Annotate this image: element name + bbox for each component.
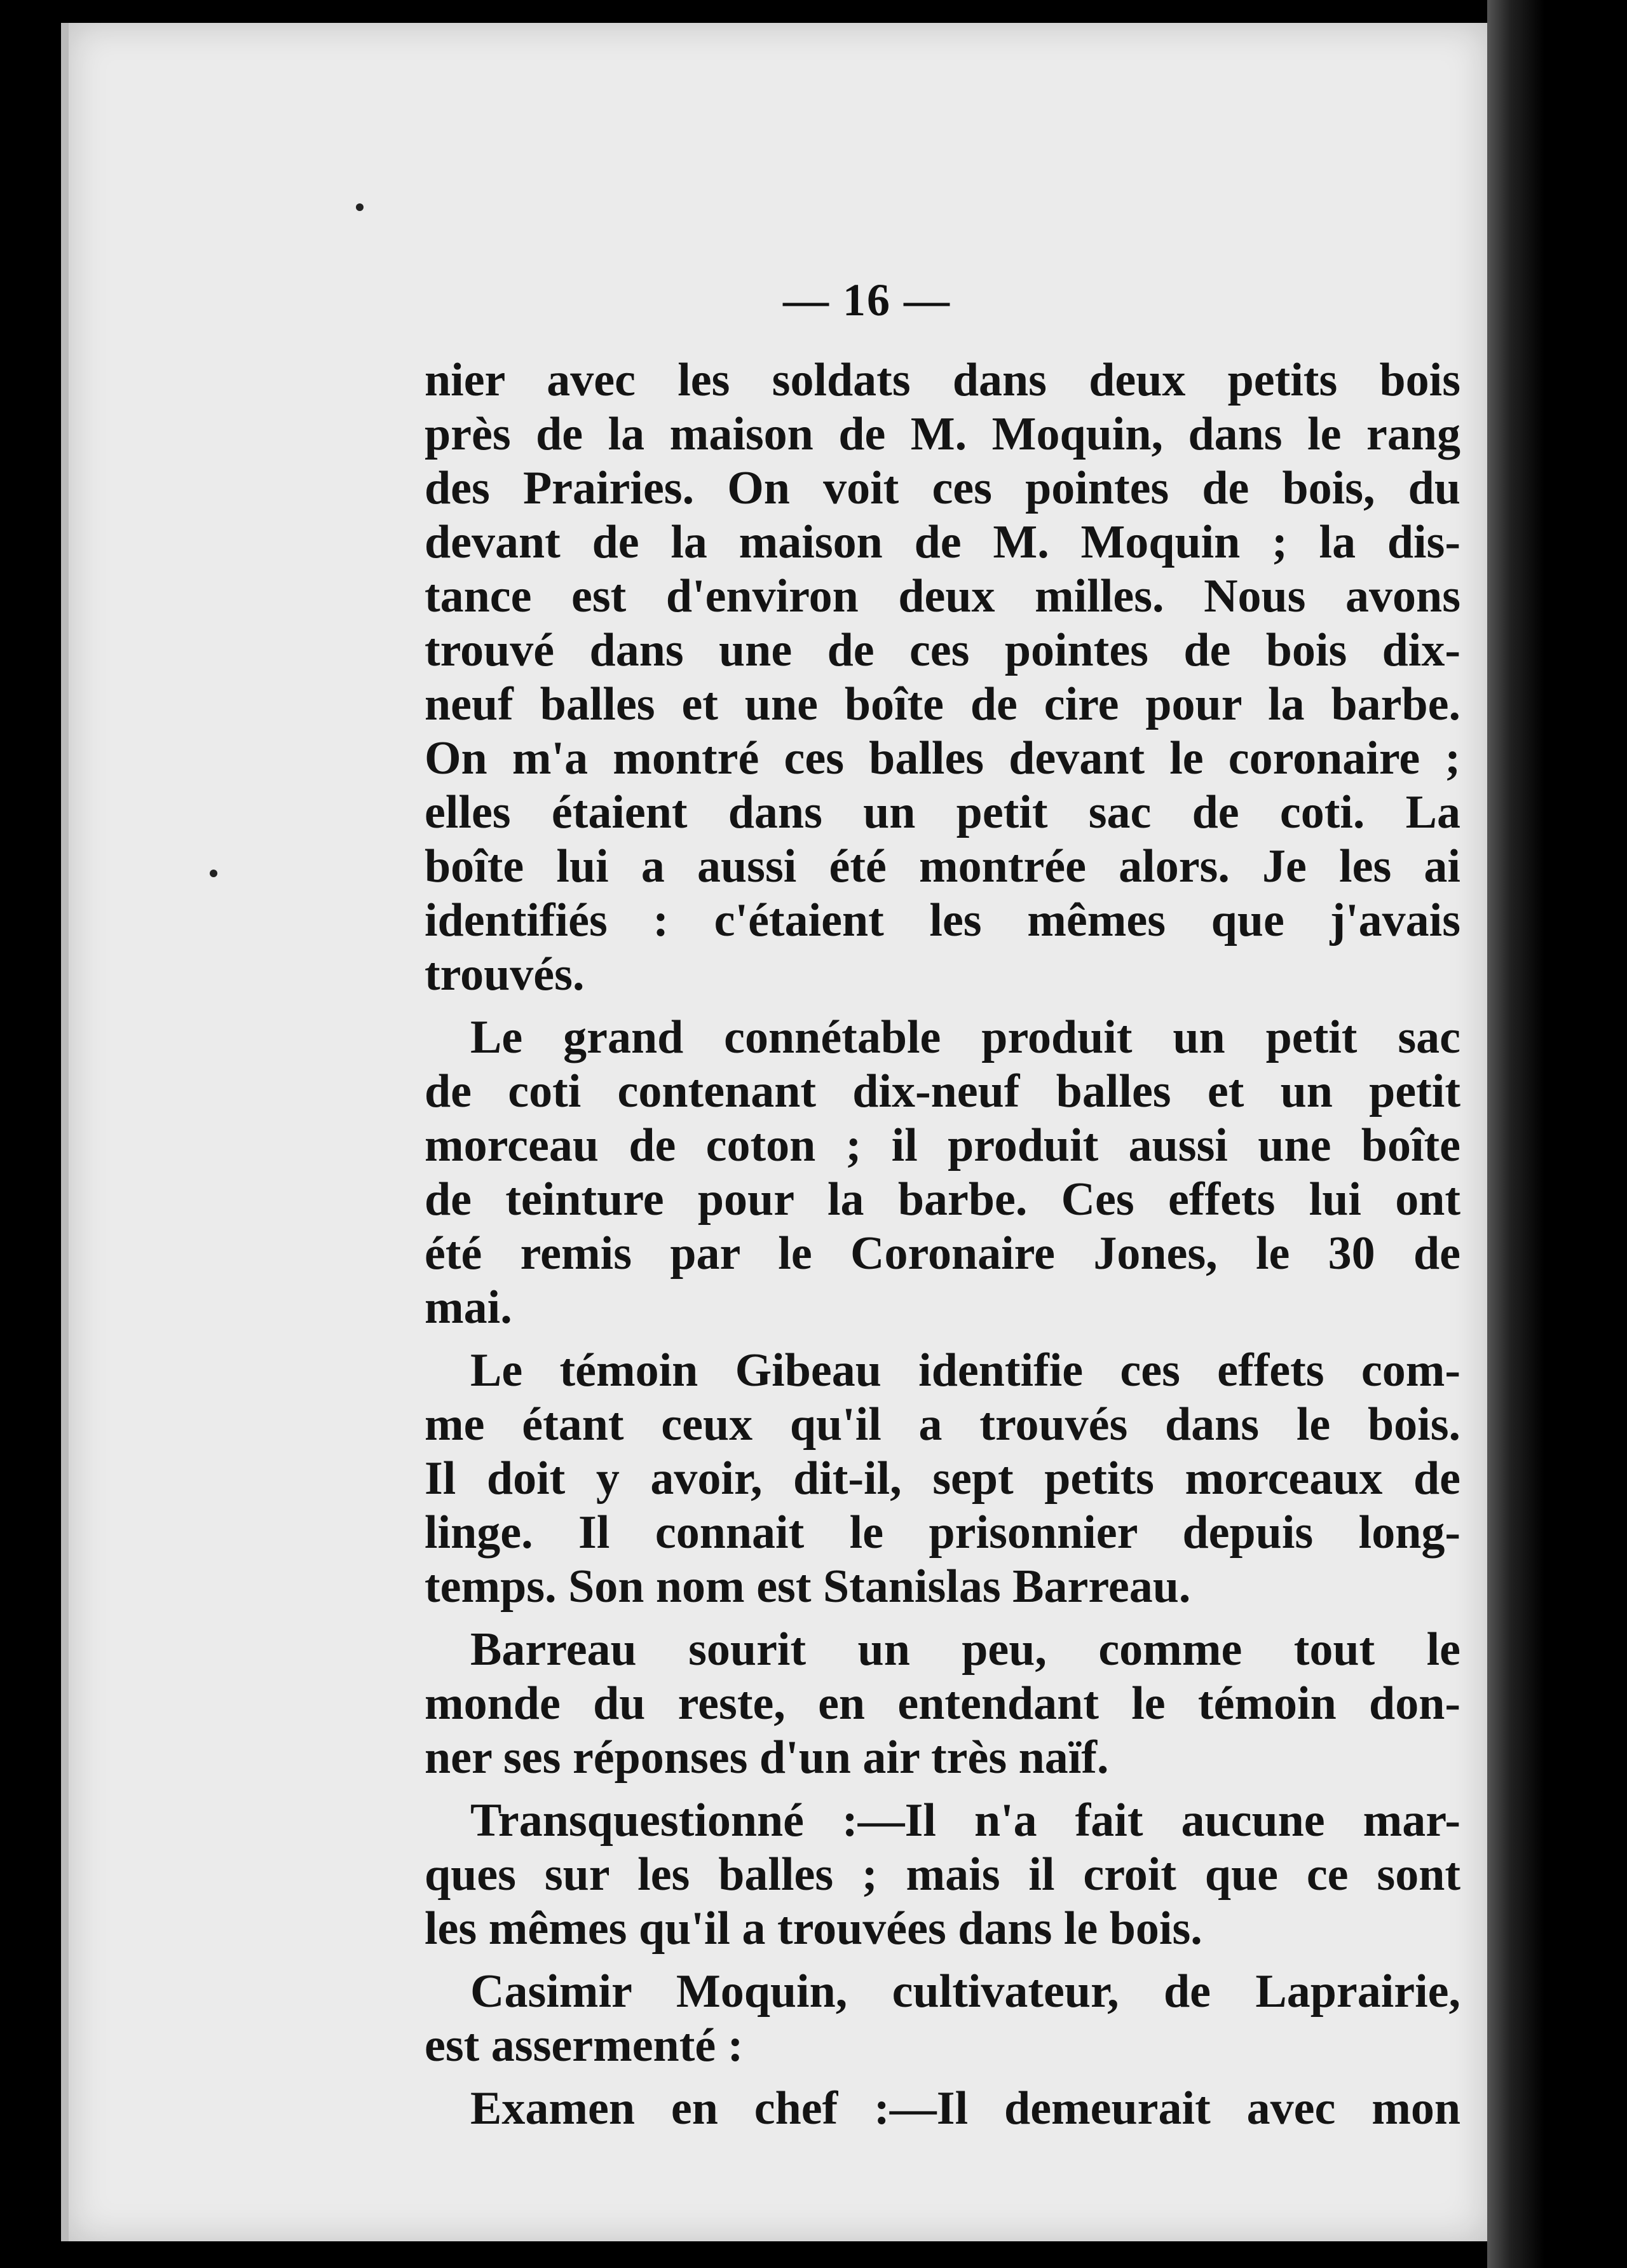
text-line: été remis par le Coronaire Jones, le 30 de — [425, 1227, 1460, 1280]
paragraph-gap — [425, 2073, 1460, 2082]
text-line: morceau de coton ; il produit aussi une boîte — [425, 1119, 1460, 1172]
text-line: identifiés : c'étaient les mêmes que j'avais — [425, 894, 1460, 946]
paragraph-gap — [425, 1614, 1460, 1623]
text-line: Transquestionné :—Il n'a fait aucune mar- — [470, 1794, 1460, 1847]
text-line: Barreau sourit un peu, comme tout le — [470, 1623, 1460, 1676]
text-line: monde du reste, en entendant le témoin don- — [425, 1677, 1460, 1730]
paragraph-gap — [425, 1002, 1460, 1011]
text-line: mai. — [425, 1281, 512, 1334]
text-line: elles étaient dans un petit sac de coti. La — [425, 786, 1460, 838]
text-line: près de la maison de M. Moquin, dans le rang — [425, 408, 1460, 460]
text-line: boîte lui a aussi été montrée alors. Je les ai — [425, 840, 1460, 892]
text-line: trouvé dans une de ces pointes de bois dix- — [425, 624, 1460, 676]
text-line: ner ses réponses d'un air très naïf. — [425, 1732, 1109, 1784]
text-line: Examen en chef :—Il demeurait avec mon — [470, 2082, 1460, 2135]
text-line: trouvés. — [425, 948, 585, 1001]
text-line: ques sur les balles ; mais il croit que ce sont — [425, 1848, 1460, 1901]
text-line: de coti contenant dix-neuf balles et un petit — [425, 1065, 1460, 1117]
body-text — [425, 353, 1460, 2136]
text-line: temps. Son nom est Stanislas Barreau. — [425, 1561, 1191, 1613]
paragraph-gap — [425, 1335, 1460, 1344]
text-line: Il doit y avoir, dit-il, sept petits morceaux de — [425, 1452, 1460, 1505]
paragraph-gap — [425, 1956, 1460, 1965]
ink-speck — [356, 203, 364, 211]
page-number: — 16 — — [783, 275, 951, 325]
text-line: devant de la maison de M. Moquin ; la dis- — [425, 516, 1460, 568]
text-line: Le grand connétable produit un petit sac — [470, 1011, 1460, 1063]
text-line: les mêmes qu'il a trouvées dans le bois. — [425, 1903, 1202, 1955]
text-line: linge. Il connait le prisonnier depuis long- — [425, 1506, 1460, 1559]
paragraph-gap — [425, 1785, 1460, 1794]
book-page — [69, 23, 1487, 2241]
text-line: neuf balles et une boîte de cire pour la barbe. — [425, 678, 1460, 730]
text-line: On m'a montré ces balles devant le coronaire ; — [425, 732, 1460, 784]
ink-speck — [210, 870, 217, 877]
text-line: des Prairies. On voit ces pointes de bois, du — [425, 462, 1460, 514]
text-line: de teinture pour la barbe. Ces effets lui ont — [425, 1173, 1460, 1226]
page-right-edge — [1487, 0, 1544, 2268]
text-line: Casimir Moquin, cultivateur, de Laprairie, — [470, 1965, 1460, 2018]
text-line: me étant ceux qu'il a trouvés dans le bois. — [425, 1398, 1460, 1451]
text-line: Le témoin Gibeau identifie ces effets com- — [470, 1344, 1460, 1397]
text-line: est assermenté : — [425, 2019, 744, 2072]
text-line: tance est d'environ deux milles. Nous avons — [425, 570, 1460, 622]
text-line: nier avec les soldats dans deux petits bois — [425, 354, 1460, 406]
